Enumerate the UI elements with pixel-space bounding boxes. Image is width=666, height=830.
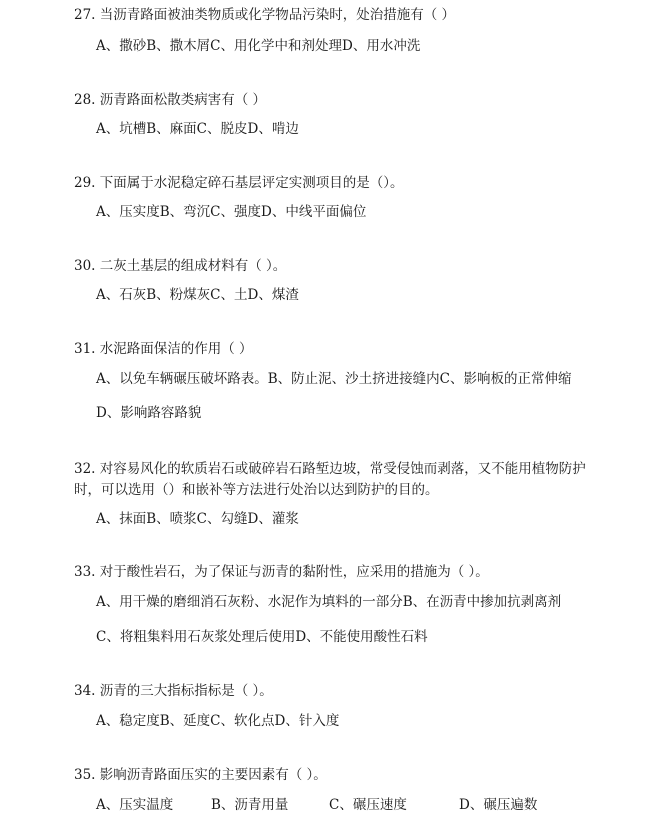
question-30-stem: 30. 二灰土基层的组成材料有（ ）。 xyxy=(74,258,287,274)
question-31-options: A、以免车辆碾压破坏路表。B、防止泥、沙土挤进接缝内C、影响板的正常伸缩 xyxy=(96,371,572,387)
question-31-stem: 31. 水泥路面保洁的作用（ ） xyxy=(74,341,253,357)
question-34-options: A、稳定度B、延度C、软化点D、针入度 xyxy=(96,713,340,729)
question-32-stem: 32. 对容易风化的软质岩石或破碎岩石路堑边坡，常受侵蚀而剥落，又不能用植物防护时，可以选用（）和嵌补等方法进行处治以达到防护的目的。 xyxy=(74,461,586,498)
question-31-options-line2: D、影响路容路貌 xyxy=(96,405,202,421)
question-35-choice-c: C、碾压速度 xyxy=(329,797,407,813)
question-28-options: A、坑槽B、麻面C、脱皮D、啃边 xyxy=(96,121,299,137)
question-35-choice-d: D、碾压遍数 xyxy=(459,797,538,813)
question-32-options: A、抹面B、喷浆C、勾缝D、灌浆 xyxy=(96,511,299,527)
question-35-stem: 35. 影响沥青路面压实的主要因素有（ ）。 xyxy=(74,767,327,783)
question-30-options: A、石灰B、粉煤灰C、土D、煤渣 xyxy=(96,287,299,303)
question-29-stem: 29. 下面属于水泥稳定碎石基层评定实测项目的是（）。 xyxy=(74,175,404,191)
question-34-stem: 34. 沥青的三大指标指标是（ ）。 xyxy=(74,683,273,699)
question-33-options: A、用干燥的磨细消石灰粉、水泥作为填料的一部分B、在沥青中掺加抗剥离剂 xyxy=(96,594,562,610)
question-33-options-line2: C、将粗集料用石灰浆处理后使用D、不能使用酸性石料 xyxy=(96,629,428,645)
question-29-options: A、压实度B、弯沉C、强度D、中线平面偏位 xyxy=(96,204,367,220)
question-28-stem: 28. 沥青路面松散类病害有（ ） xyxy=(74,92,267,108)
question-35-choice-a: A、压实温度 xyxy=(96,797,174,813)
question-35-options xyxy=(96,795,537,815)
question-33-stem: 33. 对于酸性岩石，为了保证与沥青的黏附性，应采用的措施为（ ）。 xyxy=(74,564,489,580)
question-27-options: A、撒砂B、撒木屑C、用化学中和剂处理D、用水冲洗 xyxy=(96,38,421,54)
question-35-choice-b: B、沥青用量 xyxy=(211,797,289,813)
question-27-stem: 27. 当沥青路面被油类物质或化学物品污染时，处治措施有（ ） xyxy=(74,7,456,23)
